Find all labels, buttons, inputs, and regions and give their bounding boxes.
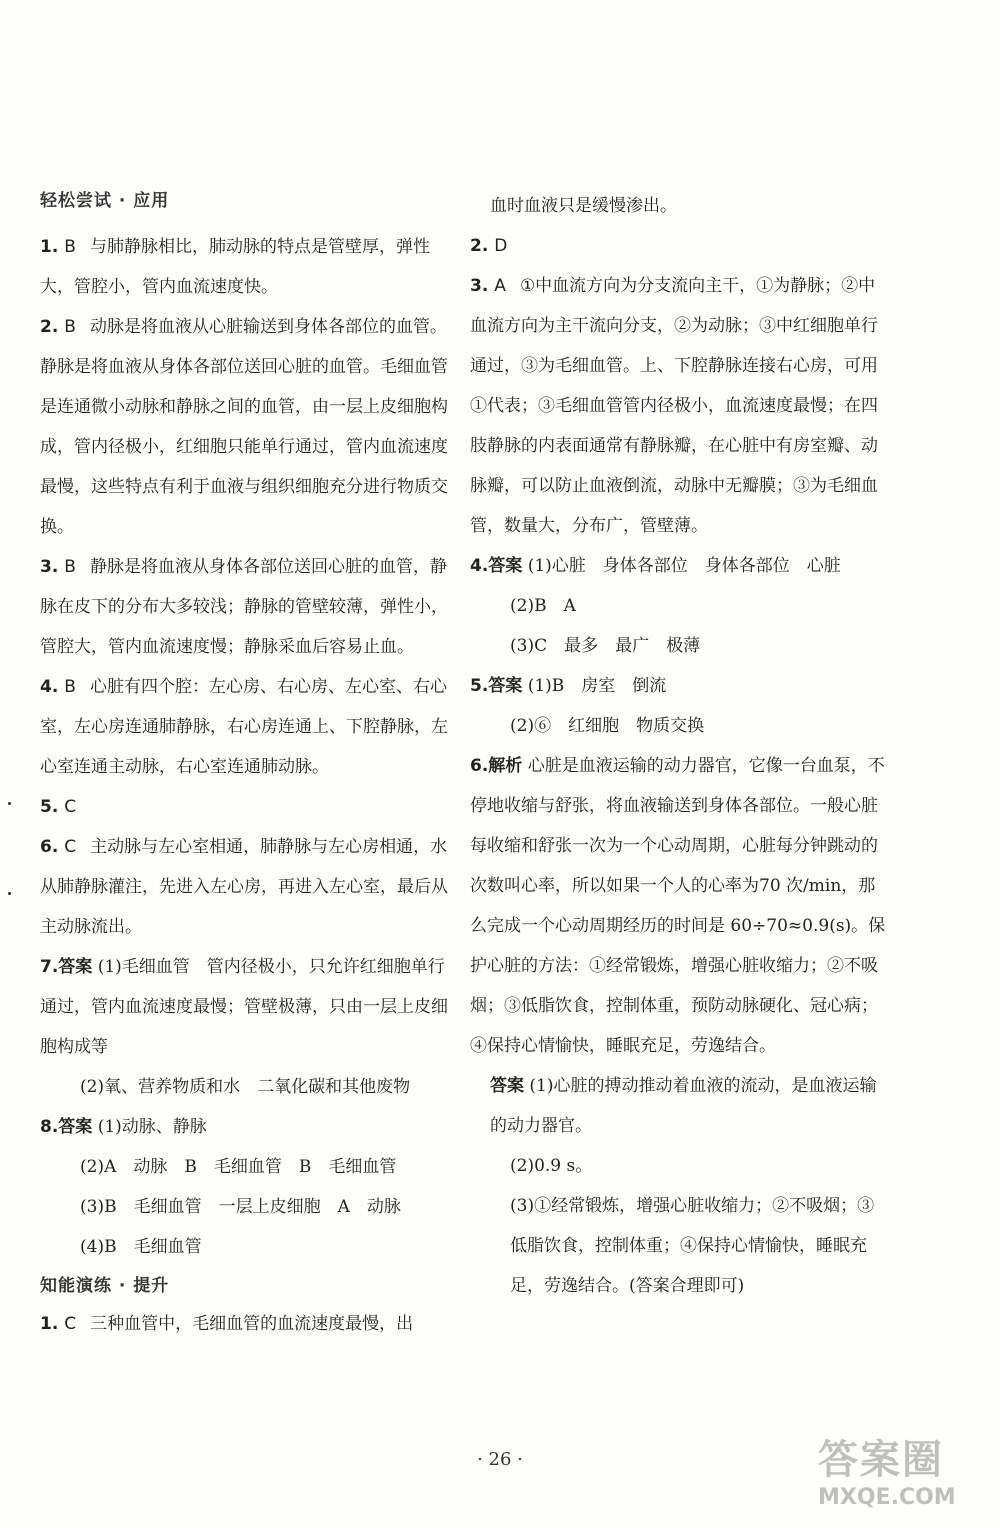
item-explanation: 与肺静脉相比，肺动脉的特点是管壁厚，弹性大，管腔小，管内血流速度快。: [40, 237, 430, 297]
section-title-easy-try: 轻松尝试 · 应用: [40, 191, 170, 211]
item-answer: C: [64, 1314, 77, 1334]
watermark-logo-text: 答案圈: [818, 1437, 944, 1483]
answer-item-2b: [470, 226, 890, 266]
answer-item-4: [40, 667, 460, 787]
item-explanation: ①中血流方向为分支流向主干，①为静脉；②中血流方向为主干流向分支，②为动脉；③中红细胞单行通过，③为毛细血管。上、下腔静脉连接右心房，可用①代表；③毛细血管管内径极小，血流速度最慢；在四肢静脉的内表面通常有静脉瓣，在心脏中有房室瓣、动脉瓣，可以防止血液倒流，动脉中无瓣膜；③为毛细血管，数量大，分布广，管壁薄。: [470, 276, 878, 536]
answer-tag: 答案: [58, 1117, 93, 1137]
answer-line: (1)B 房室 倒流: [527, 676, 667, 696]
item-number: 3.: [470, 276, 489, 296]
left-column: [40, 186, 460, 1344]
answer-item-3: [40, 547, 460, 667]
answer-tag: 答案: [488, 556, 523, 576]
answer-item-4b: [470, 546, 890, 586]
item-explanation: 三种血管中，毛细血管的血流速度最慢，出: [90, 1314, 414, 1334]
item-explanation: 心脏有四个腔：左心房、右心房、左心室、右心室，左心房连通肺静脉，右心房连通上、下腔静脉，左心室连通主动脉，右心室连通肺动脉。: [40, 677, 448, 777]
answer-item-2: [40, 307, 460, 547]
answer-tag: 答案: [488, 676, 523, 696]
answer-item-3b: [470, 266, 890, 546]
item-number: 2.: [470, 236, 489, 256]
item-number: 4.: [470, 556, 489, 576]
answer-line: (1)毛细血管 管内径极小，只允许红细胞单行通过，管内血流速度最慢；管壁极薄，只由一层上皮细胞构成等: [40, 957, 448, 1057]
margin-mark: [8, 802, 11, 805]
item-explanation: 动脉是将血液从心脏输送到身体各部位的血管。静脉是将血液从身体各部位送回心脏的血管。毛细血管是连通微小动脉和静脉之间的血管，由一层上皮细胞构成，管内径极小，红细胞只能单行通过，管内血流速度最慢，这些特点有利于血液与组织细胞充分进行物质交换。: [40, 317, 448, 537]
item-number: 1.: [40, 1314, 59, 1334]
answer-item-7: [40, 947, 460, 1067]
answer-item-1: [40, 227, 460, 307]
item-answer: D: [494, 236, 508, 256]
analysis-text: 心脏是血液运输的动力器官，它像一台血泵，不停地收缩与舒张，将血液输送到身体各部位。一般心脏每收缩和舒张一次为一个心动周期，心脏每分钟跳动的次数叫心率，所以如果一个人的心率为70 次/min，那么完成一个心动周期经历的时间是 60÷70≈0.9(s)。保护心脏的方法：①经常锻炼，增强心脏收缩力；②不吸烟；③低脂饮食，控制体重，预防动脉硬化、冠心病；④保持心情愉快，睡眠充足，劳逸结合。: [470, 756, 886, 1056]
item-number: 6.: [470, 756, 489, 776]
answer-block: [470, 1066, 890, 1146]
item-answer: B: [64, 237, 76, 257]
answer-tag: 答案: [58, 957, 93, 977]
continued-text: 血时血液只是缓慢渗出。: [490, 196, 677, 216]
item-explanation: 主动脉与左心室相通，肺静脉与左心房相通，水从肺静脉灌注，先进入左心房，再进入左心室，最后从主动脉流出。: [40, 837, 448, 937]
watermark-url: MXQE.COM: [818, 1485, 956, 1510]
answer-subline: (2)氧、营养物质和水 二氧化碳和其他废物: [80, 1077, 411, 1097]
right-column: [470, 186, 890, 1306]
item-number: 8.: [40, 1117, 59, 1137]
item-number: 1.: [40, 237, 59, 257]
item-number: 5.: [40, 797, 59, 817]
answer-subline: (2)A 动脉 B 毛细血管 B 毛细血管: [80, 1157, 397, 1177]
item-answer: C: [64, 837, 77, 857]
answer-subline: (2)⑥ 红细胞 物质交换: [510, 716, 705, 736]
answer-item-6b: [470, 746, 890, 1066]
item-number: 7.: [40, 957, 59, 977]
answer-line: (1)心脏 身体各部位 身体各部位 心脏: [527, 556, 841, 576]
answer-line: (1)心脏的搏动推动着血液的流动，是血液运输的动力器官。: [490, 1076, 877, 1136]
answer-item-6: [40, 827, 460, 947]
answer-subline: (3)C 最多 最广 极薄: [510, 636, 701, 656]
answer-subline: (3)B 毛细血管 一层上皮细胞 A 动脉: [80, 1197, 401, 1217]
analysis-tag: 解析: [488, 756, 523, 776]
answer-subline: (4)B 毛细血管: [80, 1237, 202, 1257]
answer-line: (1)动脉、静脉: [97, 1117, 207, 1137]
item-number: 6.: [40, 837, 59, 857]
answer-item-8: [40, 1107, 460, 1147]
item-number: 4.: [40, 677, 59, 697]
answer-tag: 答案: [490, 1076, 524, 1096]
answer-subline: (2)0.9 s。: [510, 1156, 593, 1176]
answer-subline: (3)①经常锻炼，增强心脏收缩力；②不吸烟；③低脂饮食，控制体重；④保持心情愉快，睡眠充足，劳逸结合。(答案合理即可): [510, 1196, 875, 1296]
item-answer: C: [64, 797, 77, 817]
page-number: · 26 ·: [477, 1449, 523, 1470]
item-answer: B: [64, 557, 76, 577]
answer-item-5: [40, 787, 460, 827]
answer-subline: (2)B A: [510, 596, 576, 616]
item-explanation: 静脉是将血液从身体各部位送回心脏的血管，静脉在皮下的分布大多较浅；静脉的管壁较薄，弹性小，管腔大，管内血流速度慢；静脉采血后容易止血。: [40, 557, 448, 657]
item-number: 2.: [40, 317, 59, 337]
item-answer: A: [494, 276, 506, 296]
section-title-practice: 知能演练 · 提升: [40, 1276, 170, 1296]
watermark-logo: [818, 1428, 988, 1523]
answer-item-1b: [40, 1304, 460, 1344]
item-answer: B: [64, 677, 76, 697]
margin-mark: [8, 892, 11, 895]
item-number: 5.: [470, 676, 489, 696]
item-answer: B: [64, 317, 76, 337]
answer-item-5b: [470, 666, 890, 706]
item-number: 3.: [40, 557, 59, 577]
